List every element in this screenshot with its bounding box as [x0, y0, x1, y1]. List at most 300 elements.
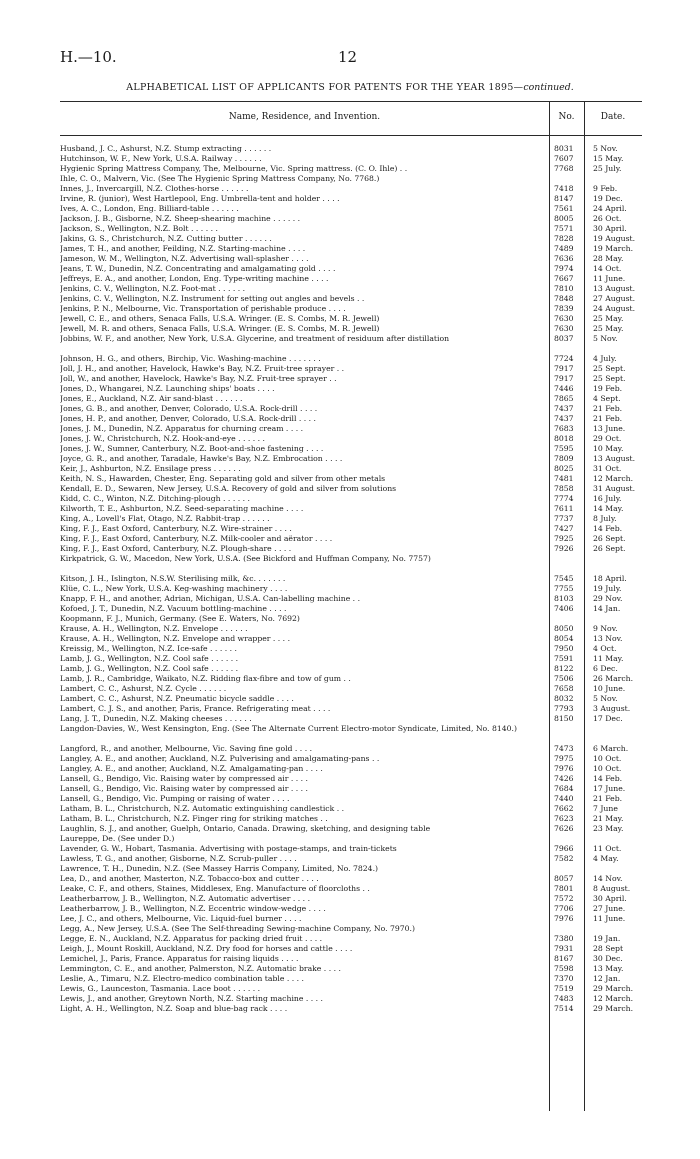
entry-text: Lansell, G., Bendigo, Vic. Raising water by compressed air . . . .: [60, 774, 308, 783]
entry-text: Leake, C. F., and others, Staines, Middlesex, Eng. Manufacture of floorcloths . .: [60, 884, 370, 893]
entry-text: Lambert, C. C., Ashurst, N.Z. Cycle . . . . . .: [60, 684, 227, 693]
entry-number: 8147: [554, 194, 574, 203]
entry-text: Jewell, C. E., and others, Senaca Falls, U.S.A. Wringer. (E. S. Combs, M. R. Jewell): [60, 314, 380, 323]
entry-number: 7865: [554, 394, 574, 403]
entry-number: 7793: [554, 704, 574, 713]
entry-text: Innes, J., Invercargill, N.Z. Clothes-horse . . . . . .: [60, 184, 249, 193]
list-item: [60, 214, 642, 224]
entry-date: 26 Oct.: [593, 214, 622, 223]
entry-date: 25 Sept.: [593, 364, 626, 373]
entry-date: 19 August.: [593, 234, 636, 243]
entry-text: Joll, J. H., and another, Havelock, Hawke's Bay, N.Z. Fruit-tree sprayer . .: [60, 364, 345, 373]
entry-number: 7839: [554, 304, 574, 313]
entry-number: 7662: [554, 804, 574, 813]
list-item: [60, 374, 642, 384]
entry-number: 8054: [554, 634, 574, 643]
entry-text: Jones, J. W., Christchurch, N.Z. Hook-and-eye . . . . . .: [60, 434, 265, 443]
entry-number: 7406: [554, 604, 574, 613]
entry-text: Laughlin, S. J., and another, Guelph, Ontario, Canada. Drawing, sketching, and designing table: [60, 824, 431, 833]
entry-date: 25 May.: [593, 314, 624, 323]
list-item: [60, 424, 642, 434]
entry-text: Leatherbarrow, J. B., Wellington, N.Z. Eccentric window-wedge . . . .: [60, 904, 326, 913]
entry-date: 10 Oct.: [593, 754, 622, 763]
list-item: [60, 684, 642, 694]
list-item: [60, 384, 642, 394]
entry-date: 14 Feb.: [593, 524, 623, 533]
entry-text: Laureppe, De. (See under D.): [60, 834, 175, 843]
list-item: [60, 454, 642, 464]
entry-number: 7418: [554, 184, 574, 193]
entry-date: 29 March.: [593, 1004, 634, 1013]
entry-date: 26 Sept.: [593, 544, 626, 553]
entry-number: 7611: [554, 504, 574, 513]
list-item: [60, 884, 642, 894]
entry-date: 11 Oct.: [593, 844, 622, 853]
list-item: [60, 634, 642, 644]
entry-number: 7925: [554, 534, 574, 543]
list-item: [60, 434, 642, 444]
entry-number: 7810: [554, 284, 574, 293]
entry-text: Lavender, G. W., Hobart, Tasmania. Advertising with postage-stamps, and train-tickets: [60, 844, 397, 853]
list-item: [60, 144, 642, 154]
entry-number: 7683: [554, 424, 574, 433]
entry-number: 7427: [554, 524, 574, 533]
list-item: [60, 794, 642, 804]
entry-date: 4 July.: [593, 354, 617, 363]
entry-date: 10 May.: [593, 444, 624, 453]
list-item: [60, 574, 642, 584]
entry-number: 7976: [554, 764, 574, 773]
entry-number: 7571: [554, 224, 574, 233]
entry-number: 7848: [554, 294, 574, 303]
column-header-date: Date.: [600, 112, 626, 122]
list-item: [60, 224, 642, 234]
entry-number: 7858: [554, 484, 574, 493]
entry-number: 7667: [554, 274, 574, 283]
entry-text: Jones, J. W., Sumner, Canterbury, N.Z. Boot-and-shoe fastening . . . .: [60, 444, 324, 453]
entry-text: Light, A. H., Wellington, N.Z. Soap and blue-bag rack . . . .: [60, 1004, 288, 1013]
entry-number: 7370: [554, 974, 574, 983]
entry-text: Ihle, C. O., Malvern, Vic. (See The Hygienic Spring Mattress Company, No. 7768.): [60, 174, 380, 183]
entry-number: 7630: [554, 314, 574, 323]
list-item: [60, 724, 642, 744]
entry-number: 7724: [554, 354, 574, 363]
list-item: [60, 484, 642, 494]
list-item: [60, 404, 642, 414]
list-item: [60, 774, 642, 784]
entry-date: 19 July.: [593, 584, 622, 593]
entry-number: 7481: [554, 474, 574, 483]
entry-date: 12 March.: [593, 994, 634, 1003]
entry-text: Lamb, J. G., Wellington, N.Z. Cool safe . . . . . .: [60, 654, 239, 663]
list-item: [60, 624, 642, 634]
entry-date: 28 May.: [593, 254, 624, 263]
list-item: [60, 554, 642, 574]
entry-text: Lang, J. T., Dunedin, N.Z. Making cheeses . . . . . .: [60, 714, 252, 723]
table-top-rule: [60, 101, 642, 102]
entry-text: Lambert, C. C., Ashurst, N.Z. Pneumatic bicycle saddle . . . .: [60, 694, 294, 703]
entry-number: 8037: [554, 334, 574, 343]
entry-date: 6 March.: [593, 744, 629, 753]
list-item: [60, 944, 642, 954]
list-item: [60, 274, 642, 284]
entry-text: King, A., Lovell's Flat, Otago, N.Z. Rabbit-trap . . . . . .: [60, 514, 270, 523]
entry-date: 6 Dec.: [593, 664, 618, 673]
entry-date: 25 May.: [593, 324, 624, 333]
entry-number: 7809: [554, 454, 574, 463]
entry-date: 19 Jan.: [593, 934, 621, 943]
entry-number: 7706: [554, 904, 574, 913]
entry-date: 16 July.: [593, 494, 622, 503]
entry-date: 21 May.: [593, 814, 624, 823]
entry-text: Jeffreys, E. A., and another, London, Eng. Type-writing machine . . . .: [60, 274, 329, 283]
entry-text: Lemmington, C. E., and another, Palmerston, N.Z. Automatic brake . . . .: [60, 964, 341, 973]
list-item: [60, 414, 642, 424]
entry-date: 9 Nov.: [593, 624, 618, 633]
entry-text: Langford, R., and another, Melbourne, Vic. Saving fine gold . . . .: [60, 744, 313, 753]
entry-number: 8103: [554, 594, 574, 603]
list-item: [60, 744, 642, 754]
entry-text: Jobbins, W. F., and another, New York, U.S.A. Glycerine, and treatment of residuum after distillation: [60, 334, 450, 343]
entry-date: 5 Nov.: [593, 144, 618, 153]
list-item: [60, 604, 642, 614]
list-item: [60, 204, 642, 214]
list-item: [60, 784, 642, 794]
entry-text: Kendall, E. D., Sewaren, New Jersey, U.S.A. Recovery of gold and silver from solutions: [60, 484, 397, 493]
entry-text: Jeans, T. W., Dunedin, N.Z. Concentrating and amalgamating gold . . . .: [60, 264, 336, 273]
entry-date: 19 Feb.: [593, 384, 623, 393]
entry-number: 7519: [554, 984, 574, 993]
list-item: [60, 694, 642, 704]
entry-text: Lewis, G., Launceston, Tasmania. Lace boot . . . . . .: [60, 984, 261, 993]
entry-text: Krause, A. H., Wellington, N.Z. Envelope . . . . . .: [60, 624, 248, 633]
entry-text: Jewell, M. R. and others, Senaca Falls, U.S.A. Wringer. (E. S. Combs, M. R. Jewell): [60, 324, 380, 333]
list-item: [60, 904, 642, 914]
page-title: [0, 82, 700, 93]
entry-number: 7774: [554, 494, 574, 503]
list-item: [60, 334, 642, 354]
entry-number: 7917: [554, 374, 574, 383]
list-item: [60, 284, 642, 294]
list-item: [60, 644, 642, 654]
entry-text: Kofoed, J. T., Dunedin, N.Z. Vacuum bottling-machine . . . .: [60, 604, 287, 613]
list-item: [60, 294, 642, 304]
entry-date: 13 May.: [593, 964, 624, 973]
entry-text: Knapp, F. H., and another, Adrian, Michigan, U.S.A. Can-labelling machine . .: [60, 594, 361, 603]
entry-date: 17 June.: [593, 784, 626, 793]
entry-text: Keith, N. S., Hawarden, Chester, Eng. Separating gold and silver from other metals: [60, 474, 386, 483]
entry-number: 7545: [554, 574, 574, 583]
entry-text: Irvine, R. (junior), West Hartlepool, Eng. Umbrella-tent and holder . . . .: [60, 194, 340, 203]
entry-date: 24 April.: [593, 204, 627, 213]
entry-number: 7975: [554, 754, 574, 763]
entry-date: 31 August.: [593, 484, 636, 493]
list-item: [60, 464, 642, 474]
entry-date: 30 Dec.: [593, 954, 623, 963]
patent-list: [60, 144, 642, 1014]
entry-text: King, F. J., East Oxford, Canterbury, N.Z. Plough-share . . . .: [60, 544, 292, 553]
entry-number: 7591: [554, 654, 574, 663]
list-item: [60, 394, 642, 404]
list-item: [60, 264, 642, 274]
entry-text: Johnson, H. G., and others, Birchip, Vic. Washing-machine . . . . . . .: [60, 354, 321, 363]
entry-date: 4 Sept.: [593, 394, 621, 403]
entry-text: Jenkins, P. N., Melbourne, Vic. Transportation of perishable produce . . . .: [60, 304, 346, 313]
entry-date: 29 Oct.: [593, 434, 622, 443]
list-item: [60, 834, 642, 844]
entry-number: 7976: [554, 914, 574, 923]
list-item: [60, 474, 642, 484]
entry-number: 7607: [554, 154, 574, 163]
list-item: [60, 164, 642, 174]
list-item: [60, 354, 642, 364]
entry-text: Kirkpatrick, G. W., Macedon, New York, U.S.A. (See Bickford and Huffman Company, No. 7757): [60, 554, 431, 563]
list-item: [60, 514, 642, 524]
entry-date: 19 March.: [593, 244, 634, 253]
entry-number: 7437: [554, 414, 574, 423]
entry-text: Joyce, G. R., and another, Taradale, Hawke's Bay, N.Z. Embrocation . . . .: [60, 454, 343, 463]
entry-date: 17 Dec.: [593, 714, 623, 723]
list-item: [60, 854, 642, 864]
list-item: [60, 994, 642, 1004]
entry-date: 14 Nov.: [593, 874, 623, 883]
entry-text: Jackson, S., Wellington, N.Z. Bolt . . . . . .: [60, 224, 218, 233]
list-item: [60, 1004, 642, 1014]
entry-number: 7514: [554, 1004, 574, 1013]
entry-number: 7483: [554, 994, 574, 1003]
list-item: [60, 154, 642, 164]
list-item: [60, 234, 642, 244]
entry-text: Krause, A. H., Wellington, N.Z. Envelope and wrapper . . . .: [60, 634, 291, 643]
entry-number: 8025: [554, 464, 574, 473]
entry-number: 7926: [554, 544, 574, 553]
entry-date: 13 Nov.: [593, 634, 623, 643]
list-item: [60, 914, 642, 924]
list-item: [60, 494, 642, 504]
entry-date: 13 August.: [593, 454, 636, 463]
entry-number: 7950: [554, 644, 574, 653]
entry-text: Jameson, W. M., Wellington, N.Z. Advertising wall-splasher . . . .: [60, 254, 309, 263]
entry-number: 7598: [554, 964, 574, 973]
entry-date: 11 June.: [593, 914, 626, 923]
list-item: [60, 894, 642, 904]
entry-number: 8057: [554, 874, 574, 883]
entry-date: 12 Jan.: [593, 974, 621, 983]
entry-text: Leigh, J., Mount Roskill, Auckland, N.Z. Dry food for horses and cattle . . . .: [60, 944, 353, 953]
entry-text: Jones, D., Whangarei, N.Z. Launching ships' boats . . . .: [60, 384, 275, 393]
entry-text: Kilworth, T. E., Ashburton, N.Z. Seed-separating machine . . . .: [60, 504, 304, 513]
column-header-no: No.: [558, 112, 575, 122]
entry-number: 7437: [554, 404, 574, 413]
entry-text: Jones, H. P., and another, Denver, Colorado, U.S.A. Rock-drill . . . .: [60, 414, 316, 423]
entry-text: Lawrence, T. H., Dunedin, N.Z. (See Massey Harris Company, Limited, No. 7824.): [60, 864, 379, 873]
list-item: [60, 964, 642, 974]
list-item: [60, 874, 642, 884]
entry-date: 15 May.: [593, 154, 624, 163]
entry-number: 7636: [554, 254, 574, 263]
list-item: [60, 814, 642, 824]
entry-date: 10 June.: [593, 684, 626, 693]
entry-text: Leslie, A., Timaru, N.Z. Electro-medico combination table . . . .: [60, 974, 304, 983]
entry-text: Jones, J. M., Dunedin, N.Z. Apparatus for churning cream . . . .: [60, 424, 304, 433]
list-item: [60, 974, 642, 984]
list-item: [60, 764, 642, 774]
entry-number: 8122: [554, 664, 574, 673]
entry-date: 8 July.: [593, 514, 617, 523]
list-item: [60, 864, 642, 874]
entry-text: King, F. J., East Oxford, Canterbury, N.Z. Wire-strainer . . . .: [60, 524, 292, 533]
entry-text: King, F. J., East Oxford, Canterbury, N.Z. Milk-cooler and aërator . . . .: [60, 534, 333, 543]
entry-text: Kitson, J. H., Islington, N.S.W. Sterilising milk, &c. . . . . . .: [60, 574, 286, 583]
entry-text: Jones, G. B., and another, Denver, Colorado, U.S.A. Rock-drill . . . .: [60, 404, 318, 413]
list-item: [60, 594, 642, 604]
entry-text: Lansell, G., Bendigo, Vic. Raising water by compressed air . . . .: [60, 784, 308, 793]
document-reference: H.—10.: [60, 48, 117, 66]
entry-text: Lambert, C. J. S., and another, Paris, France. Refrigerating meat . . . .: [60, 704, 331, 713]
entry-number: 7623: [554, 814, 574, 823]
entry-number: 7380: [554, 934, 574, 943]
entry-number: 7755: [554, 584, 574, 593]
list-item: [60, 174, 642, 184]
entry-number: 8005: [554, 214, 574, 223]
list-item: [60, 844, 642, 854]
list-item: [60, 984, 642, 994]
column-header-name: Name, Residence, and Invention.: [228, 112, 381, 122]
list-item: [60, 824, 642, 834]
entry-text: Lee, J. C., and others, Melbourne, Vic. Liquid-fuel burner . . . .: [60, 914, 302, 923]
entry-date: 25 July.: [593, 164, 622, 173]
list-item: [60, 194, 642, 204]
entry-text: Klüe, C. L., New York, U.S.A. Keg-washing machinery . . . .: [60, 584, 288, 593]
entry-date: 28 Sept: [593, 944, 624, 953]
entry-text: Kidd, C. C., Winton, N.Z. Ditching-plough . . . . . .: [60, 494, 250, 503]
entry-date: 11 June.: [593, 274, 626, 283]
entry-number: 7931: [554, 944, 574, 953]
entry-text: Jenkins, C. V., Wellington, N.Z. Instrument for setting out angles and bevels . .: [60, 294, 365, 303]
list-item: [60, 954, 642, 964]
entry-text: Lea, D., and another, Masterton, N.Z. Tobacco-box and cutter . . . .: [60, 874, 319, 883]
list-item: [60, 314, 642, 324]
list-item: [60, 184, 642, 194]
list-item: [60, 244, 642, 254]
list-item: [60, 544, 642, 554]
entry-text: Legg, A., New Jersey, U.S.A. (See The Self-threading Sewing-machine Company, No. 7970.): [60, 924, 415, 933]
entry-date: 29 Nov.: [593, 594, 623, 603]
entry-number: 7737: [554, 514, 574, 523]
entry-date: 7 June: [593, 804, 618, 813]
entry-number: 8150: [554, 714, 574, 723]
header-bottom-rule: [60, 135, 642, 136]
entry-date: 14 May.: [593, 504, 624, 513]
entry-text: Jenkins, C. V., Wellington, N.Z. Foot-mat . . . . . .: [60, 284, 246, 293]
entry-text: Jakins, G. S., Christchurch, N.Z. Cutting butter . . . . . .: [60, 234, 272, 243]
entry-number: 7489: [554, 244, 574, 253]
entry-text: Lawless, T. G., and another, Gisborne, N.Z. Scrub-puller . . . .: [60, 854, 297, 863]
list-item: [60, 754, 642, 764]
entry-text: Latham, B. L., Christchurch, N.Z. Automatic extinguishing candlestick . .: [60, 804, 345, 813]
entry-date: 12 March.: [593, 474, 634, 483]
entry-text: Lewis, J., and another, Greytown North, N.Z. Starting machine . . . .: [60, 994, 323, 1003]
entry-number: 7561: [554, 204, 574, 213]
entry-number: 7684: [554, 784, 574, 793]
entry-number: 7966: [554, 844, 574, 853]
entry-date: 5 Nov.: [593, 334, 618, 343]
entry-text: Hygienic Spring Mattress Company, The, Melbourne, Vic. Spring mattress. (C. O. Ihle) . .: [60, 164, 408, 173]
list-item: [60, 714, 642, 724]
list-item: [60, 704, 642, 714]
entry-date: 14 Feb.: [593, 774, 623, 783]
entry-number: 7582: [554, 854, 574, 863]
list-item: [60, 254, 642, 264]
list-item: [60, 534, 642, 544]
entry-text: Keir, J., Ashburton, N.Z. Ensilage press . . . . . .: [60, 464, 241, 473]
entry-date: 5 Nov.: [593, 694, 618, 703]
entry-date: 13 June.: [593, 424, 626, 433]
entry-number: 7801: [554, 884, 574, 893]
entry-number: 7426: [554, 774, 574, 783]
entry-number: 7506: [554, 674, 574, 683]
list-item: [60, 444, 642, 454]
entry-date: 10 Oct.: [593, 764, 622, 773]
entry-date: 19 Dec.: [593, 194, 623, 203]
entry-text: Koopmann, F. J., Munich, Germany. (See E. Waters, No. 7692): [60, 614, 300, 623]
list-item: [60, 654, 642, 664]
list-item: [60, 674, 642, 684]
entry-text: Lemichel, J., Paris, France. Apparatus for raising liquids . . . .: [60, 954, 299, 963]
list-item: [60, 324, 642, 334]
entry-text: Langdon-Davies, W., West Kensington, Eng. (See The Alternate Current Electro-motor Syndicate, Limited, No. 8140.): [60, 724, 517, 733]
entry-date: 30 April.: [593, 894, 627, 903]
entry-date: 3 August.: [593, 704, 631, 713]
entry-date: 27 August.: [593, 294, 636, 303]
entry-text: Kreissig, M., Wellington, N.Z. Ice-safe . . . . . .: [60, 644, 237, 653]
entry-date: 14 Jan.: [593, 604, 621, 613]
entry-date: 23 May.: [593, 824, 624, 833]
list-item: [60, 584, 642, 594]
entry-text: James, T. H., and another, Feilding, N.Z. Starting-machine . . . .: [60, 244, 306, 253]
entry-number: 7658: [554, 684, 574, 693]
entry-date: 26 March.: [593, 674, 634, 683]
entry-number: 7440: [554, 794, 574, 803]
list-item: [60, 804, 642, 814]
list-item: [60, 504, 642, 514]
entry-number: 7630: [554, 324, 574, 333]
entry-number: 8032: [554, 694, 574, 703]
entry-date: 13 August.: [593, 284, 636, 293]
entry-date: 21 Feb.: [593, 404, 623, 413]
entry-number: 7595: [554, 444, 574, 453]
entry-text: Lamb, J. G., Wellington, N.Z. Cool safe . . . . . .: [60, 664, 239, 673]
entry-date: 24 August.: [593, 304, 636, 313]
list-item: [60, 524, 642, 534]
title-main: ALPHABETICAL LIST OF APPLICANTS FOR PATENTS FOR THE YEAR 1895—: [126, 82, 524, 93]
entry-text: Legge, E. N., Auckland, N.Z. Apparatus for packing dried fruit . . . .: [60, 934, 323, 943]
entry-number: 7768: [554, 164, 574, 173]
entry-text: Joll, W., and another, Havelock, Hawke's Bay, N.Z. Fruit-tree sprayer . .: [60, 374, 337, 383]
list-item: [60, 934, 642, 944]
entry-number: 7446: [554, 384, 574, 393]
entry-text: Langley, A. E., and another, Auckland, N.Z. Pulverising and amalgamating-pans . .: [60, 754, 380, 763]
entry-date: 4 May.: [593, 854, 619, 863]
entry-date: 31 Oct.: [593, 464, 622, 473]
entry-date: 9 Feb.: [593, 184, 618, 193]
entry-text: Leatherbarrow, J. B., Wellington, N.Z. Automatic advertiser . . . .: [60, 894, 311, 903]
entry-text: Jones, E., Auckland, N.Z. Air sand-blast . . . . . .: [60, 394, 243, 403]
page-number: 12: [338, 48, 358, 66]
entry-text: Ives, A. C., London, Eng. Billiard-table . . . . . .: [60, 204, 239, 213]
list-item: [60, 364, 642, 374]
list-item: [60, 924, 642, 934]
